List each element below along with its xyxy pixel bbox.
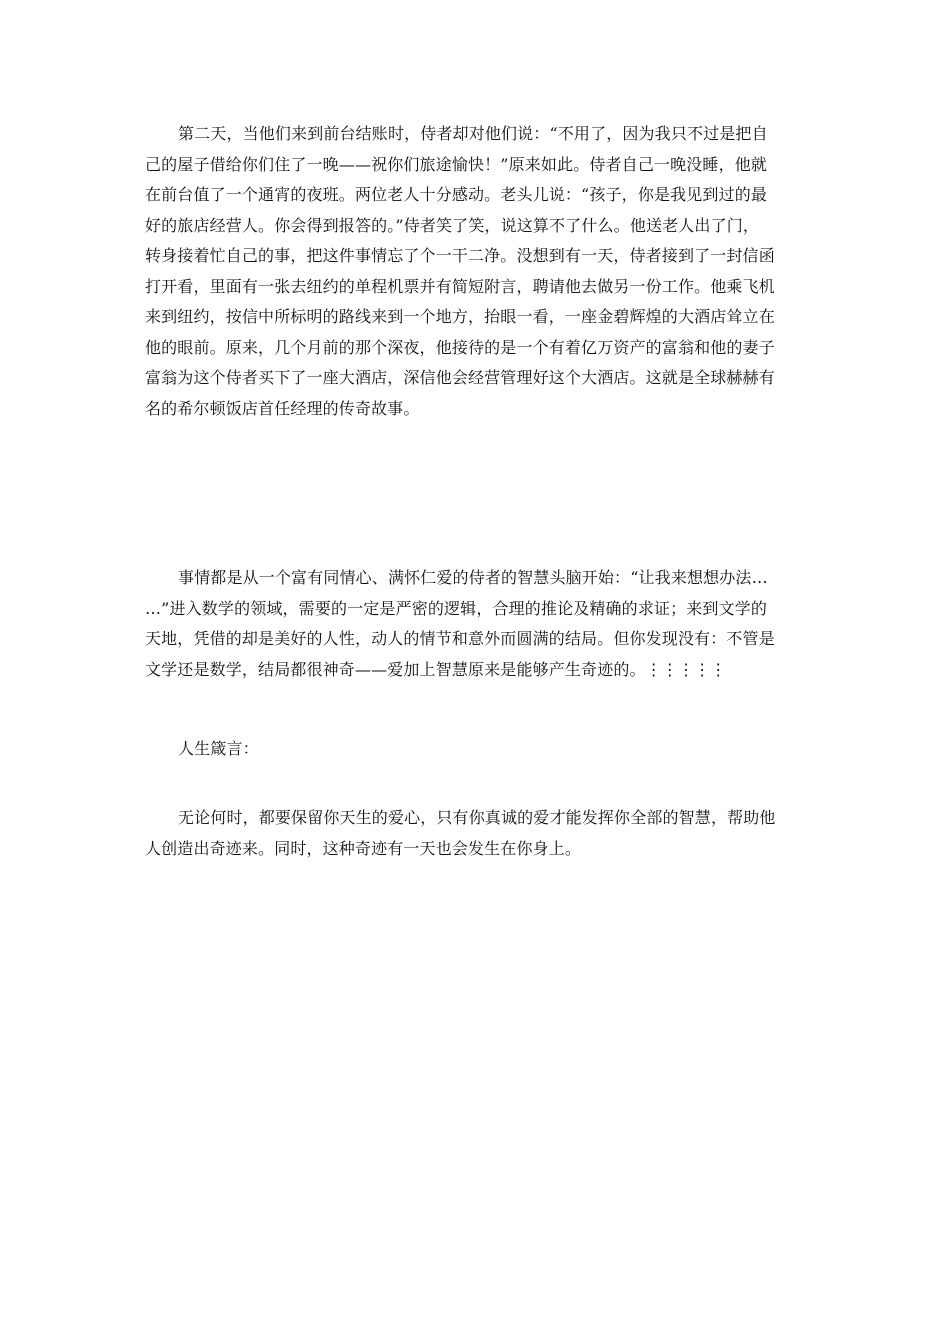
paragraph-line: 无论何时，都要保留你天生的爱心，只有你真诚的爱才能发挥你全部的智慧，帮助他	[178, 808, 776, 827]
paragraph-line: 人创造出奇迹来。同时，这种奇迹有一天也会发生在你身上。	[145, 838, 582, 858]
paragraph-line: 己的屋子借给你们住了一晚——祝你们旅途愉快！”原来如此。侍者自己一晚没睡，他就	[145, 154, 768, 174]
paragraph-line: 天地，凭借的却是美好的人性，动人的情节和意外而圆满的结局。但你发现没有：不管是	[145, 629, 775, 648]
paragraph-line: 第二天，当他们来到前台结账时，侍者却对他们说：“不用了，因为我只不过是把自	[178, 124, 768, 143]
paragraph-line: 他的眼前。原来，几个月前的那个深夜，他接待的是一个有着亿万资产的富翁和他的妻子	[145, 337, 775, 357]
paragraph-line: 事情都是从一个富有同情心、满怀仁爱的侍者的智慧头脑开始：“让我来想想办法…	[178, 568, 768, 587]
paragraph-line: 在前台值了一个通宵的夜班。两位老人十分感动。老头儿说：“孩子，你是我见到过的最	[145, 185, 768, 204]
paragraph-line: …”进入数学的领域，需要的一定是严密的逻辑，合理的推论及精确的求证；来到文学的	[145, 598, 768, 618]
reflection-paragraph	[145, 563, 810, 685]
paragraph-line: 名的希尔顿饭店首任经理的传奇故事。	[145, 398, 420, 418]
paragraph-line: 打开看，里面有一张去纽约的单程机票并有简短附言，聘请他去做另一份工作。他乘飞机	[145, 276, 775, 296]
paragraph-line: 转身接着忙自己的事，把这件事情忘了个一干二净。没想到有一天，侍者接到了一封信函	[145, 246, 775, 265]
paragraph-line: 富翁为这个侍者买下了一座大酒店，深信他会经营管理好这个大酒店。这就是全球赫赫有	[145, 368, 775, 387]
paragraph-line: 文学还是数学，结局都很神奇——爱加上智慧原来是能够产生奇迹的。⋮⋮⋮⋮⋮	[145, 659, 727, 679]
story-paragraph	[145, 119, 810, 424]
paragraph-line: 好的旅店经营人。你会得到报答的。”侍者笑了笑，说这算不了什么。他送老人出了门，	[145, 215, 760, 235]
motto-paragraph	[145, 803, 810, 864]
heading-text: 人生箴言：	[178, 739, 259, 758]
motto-heading	[145, 734, 810, 765]
paragraph-line: 来到纽约，按信中所标明的路线来到一个地方，抬眼一看，一座金碧辉煌的大酒店耸立在	[145, 307, 775, 326]
